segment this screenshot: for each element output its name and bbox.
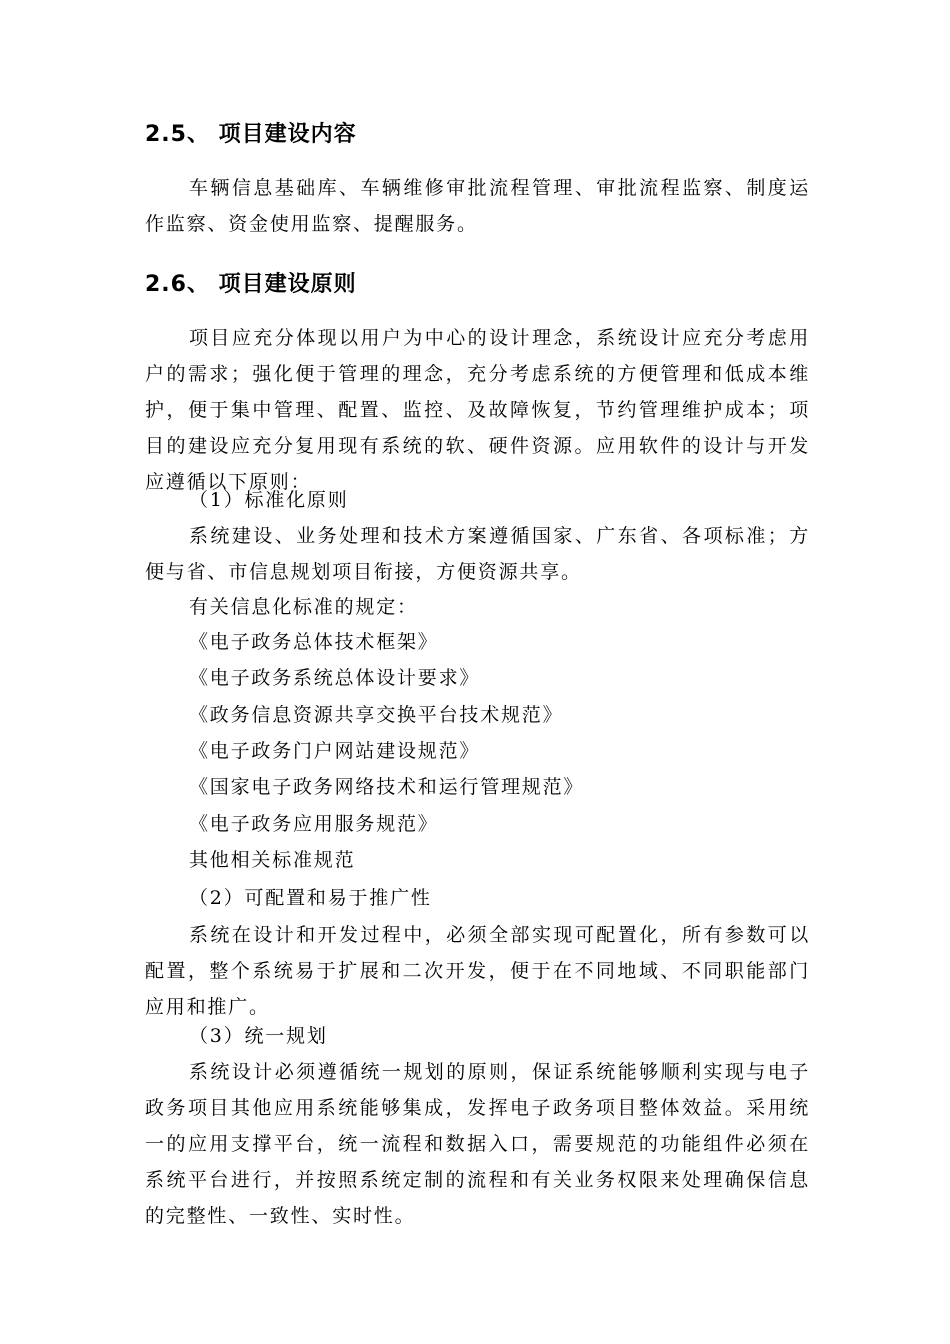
list-item: 《电子政务系统总体设计要求》	[189, 667, 481, 689]
section-2-5-paragraph: 车辆信息基础库、车辆维修审批流程管理、审批流程监察、制度运作监察、资金使用监察、提醒服务。	[145, 177, 810, 235]
list-item: 《国家电子政务网络技术和运行管理规范》	[189, 776, 585, 798]
list-item: 《政务信息资源共享交换平台技术规范》	[189, 704, 564, 726]
section-2-6-intro: 项目应充分体现以用户为中心的设计理念，系统设计应充分考虑用户的需求；强化便于管理的理念，充分考虑系统的方便管理和低成本维护，便于集中管理、配置、监控、及故障恢复，节约管理维护成本；项目的建设应充分复用现有系统的软、硬件资源。应用软件的设计与开发应遵循以下原则：	[145, 327, 810, 493]
principle-1-title: （1）标准化原则	[189, 489, 349, 511]
list-item: 《电子政务应用服务规范》	[189, 813, 439, 835]
standards-intro: 有关信息化标准的规定：	[189, 596, 418, 618]
section-heading-2-6: 2.6、 项目建设原则	[145, 272, 357, 297]
principle-3-text: 系统设计必须遵循统一规划的原则，保证系统能够顺利实现与电子政务项目其他应用系统能够集成，发挥电子政务项目整体效益。采用统一的应用支撑平台，统一流程和数据入口，需要规范的功能组件必须在系统平台进行，并按照系统定制的流程和有关业务权限来处理确保信息的完整性、一致性、实时性。	[145, 1061, 810, 1227]
principle-2-title: （2）可配置和易于推广性	[189, 887, 432, 909]
list-item: 《电子政务门户网站建设规范》	[189, 740, 481, 762]
list-item: 《电子政务总体技术框架》	[189, 631, 439, 653]
principle-2-text: 系统在设计和开发过程中，必须全部实现可配置化，所有参数可以配置，整个系统易于扩展和二次开发，便于在不同地域、不同职能部门应用和推广。	[145, 924, 810, 1018]
list-item: 其他相关标准规范	[189, 849, 356, 871]
section-heading-2-5: 2.5、 项目建设内容	[145, 122, 357, 147]
principle-3-title: （3）统一规划	[189, 1025, 328, 1047]
principle-1-text: 系统建设、业务处理和技术方案遵循国家、广东省、各项标准；方便与省、市信息规划项目衔接，方便资源共享。	[145, 525, 810, 583]
